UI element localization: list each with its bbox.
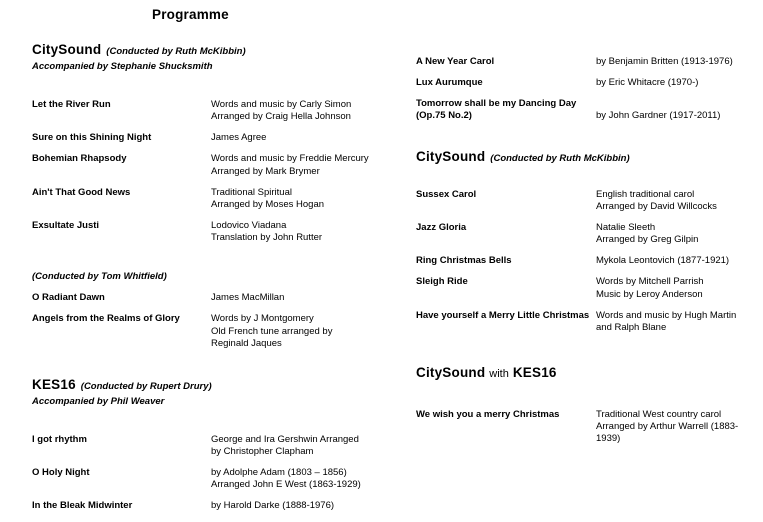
credit-line: by Adolphe Adam (1803 – 1856) — [211, 467, 347, 479]
accompanist-note: Accompanied by Phil Weaver — [32, 395, 165, 407]
credit-line: and Ralph Blane — [596, 321, 667, 333]
credit-line: Traditional West country carol — [596, 409, 722, 421]
credit-line: James Agree — [211, 132, 267, 144]
credit-line: by Harold Darke (1888-1976) — [211, 500, 335, 512]
credit-line: Words and music by Hugh Martin — [596, 309, 737, 321]
piece-credit — [211, 99, 384, 123]
credit-line: Arranged by Moses Hogan — [211, 198, 325, 210]
list-item — [32, 132, 384, 144]
list-item — [416, 255, 763, 267]
credit-line: Arranged by Greg Gilpin — [596, 234, 699, 246]
piece-title: Angels from the Realms of Glory — [32, 313, 180, 325]
piece-title: Have yourself a Merry Little Christmas — [416, 309, 590, 321]
credit-line: Mykola Leontovich (1877-1921) — [596, 255, 730, 267]
joiner-label: with — [489, 368, 509, 381]
piece-credit — [596, 98, 763, 122]
piece-title: Ain't That Good News — [32, 186, 131, 198]
section-header-citysound-kes16 — [416, 363, 763, 383]
piece-credit — [211, 434, 384, 458]
list-item — [416, 56, 763, 68]
piece-credit — [596, 222, 763, 246]
list-item — [32, 220, 384, 244]
piece-credit — [211, 500, 384, 512]
list-item — [416, 222, 763, 246]
piece-title: A New Year Carol — [416, 56, 495, 67]
credit-line: Arranged by Arthur Warrell (1883- — [596, 421, 739, 433]
piece-credit — [211, 313, 384, 349]
list-item — [416, 77, 763, 89]
piece-title: Tomorrow shall be my Dancing Day (Op.75 No.2) — [416, 98, 577, 122]
piece-title: Bohemian Rhapsody — [32, 153, 127, 165]
list-item — [32, 313, 384, 349]
piece-credit — [596, 276, 763, 300]
list-item — [32, 99, 384, 123]
piece-credit — [596, 77, 763, 89]
piece-title: O Radiant Dawn — [32, 292, 105, 304]
conductor-note: (Conducted by Rupert Drury) — [80, 380, 212, 392]
list-item — [32, 292, 384, 304]
credit-line: Reginald Jaques — [211, 337, 282, 349]
credit-line: Words by Mitchell Parrish — [596, 276, 704, 288]
credit-line: English traditional carol — [596, 188, 695, 200]
list-item — [416, 189, 763, 213]
list-item — [32, 153, 384, 177]
section-header-citysound-2 — [416, 147, 763, 167]
piece-title: We wish you a merry Christmas — [416, 409, 560, 421]
list-item — [416, 98, 763, 122]
ensemble-name-primary: CitySound — [416, 365, 486, 381]
right-column — [416, 56, 763, 455]
piece-title: Jazz Gloria — [416, 221, 467, 233]
accompanist-note: Accompanied by Stephanie Shucksmith — [32, 61, 213, 72]
piece-credit — [596, 255, 763, 267]
piece-credit — [596, 409, 763, 445]
ensemble-name: CitySound — [32, 42, 102, 57]
piece-title: Exsultate Justi — [32, 219, 100, 231]
credit-line: Arranged John E West (1863-1929) — [211, 479, 361, 491]
page-title: Programme — [152, 7, 229, 22]
credit-line: Arranged by Craig Hella Johnson — [211, 111, 351, 123]
piece-credit — [211, 467, 384, 491]
credit-line: Old French tune arranged by — [211, 325, 333, 337]
piece-title: Ring Christmas Bells — [416, 255, 512, 267]
conductor-note: (Conducted by Ruth McKibbin) — [106, 46, 246, 57]
piece-title: In the Bleak Midwinter — [32, 500, 133, 512]
piece-credit — [211, 187, 384, 211]
credit-line: Arranged by Mark Brymer — [211, 165, 320, 177]
list-item — [416, 409, 763, 445]
credit-line: Music by Leroy Anderson — [596, 288, 703, 300]
credit-line: Words by J Montgomery — [211, 313, 314, 325]
credit-line: Natalie Sleeth — [596, 221, 656, 233]
left-column — [32, 40, 384, 522]
list-item — [32, 467, 384, 491]
piece-title: Sleigh Ride — [416, 276, 468, 288]
sub-conductor-note: (Conducted by Tom Whitfield) — [32, 271, 167, 283]
piece-credit — [211, 132, 384, 144]
ensemble-name: CitySound — [416, 148, 486, 164]
list-item — [32, 187, 384, 211]
section-header-citysound-1 — [32, 40, 384, 73]
credit-line: by Eric Whitacre (1970-) — [596, 77, 699, 89]
credit-line: James MacMillan — [211, 292, 285, 304]
ensemble-name-secondary: KES16 — [512, 365, 557, 381]
list-item — [416, 276, 763, 300]
credit-line: Arranged by David Willcocks — [596, 200, 717, 212]
piece-title: Lux Aurumque — [416, 77, 483, 89]
piece-credit — [211, 292, 384, 304]
piece-title: Sussex Carol — [416, 188, 477, 200]
credit-line: by Benjamin Britten (1913-1976) — [596, 56, 733, 67]
piece-title: Let the River Run — [32, 98, 111, 110]
piece-credit — [596, 310, 763, 334]
list-item — [32, 434, 384, 458]
section-header-kes16 — [32, 375, 384, 408]
piece-credit — [211, 220, 384, 244]
piece-credit — [211, 153, 384, 177]
credit-line: 1939) — [596, 433, 621, 445]
credit-line: George and Ira Gershwin Arranged — [211, 433, 359, 445]
piece-credit — [596, 56, 763, 68]
piece-title: O Holy Night — [32, 467, 90, 479]
list-item — [416, 310, 763, 334]
conductor-note: (Conducted by Ruth McKibbin) — [490, 152, 630, 164]
credit-line: Translation by John Rutter — [211, 232, 323, 244]
credit-line: by John Gardner (1917-2011) — [596, 110, 721, 122]
credit-line: Traditional Spiritual — [211, 186, 292, 198]
credit-line: Lodovico Viadana — [211, 219, 287, 231]
credit-line: by Christopher Clapham — [211, 445, 314, 457]
piece-credit — [596, 189, 763, 213]
credit-line: Words and music by Freddie Mercury — [211, 153, 369, 165]
piece-title: I got rhythm — [32, 433, 87, 445]
piece-title: Sure on this Shining Night — [32, 132, 152, 144]
credit-line: Words and music by Carly Simon — [211, 98, 352, 110]
list-item — [32, 500, 384, 512]
ensemble-name: KES16 — [32, 376, 76, 392]
